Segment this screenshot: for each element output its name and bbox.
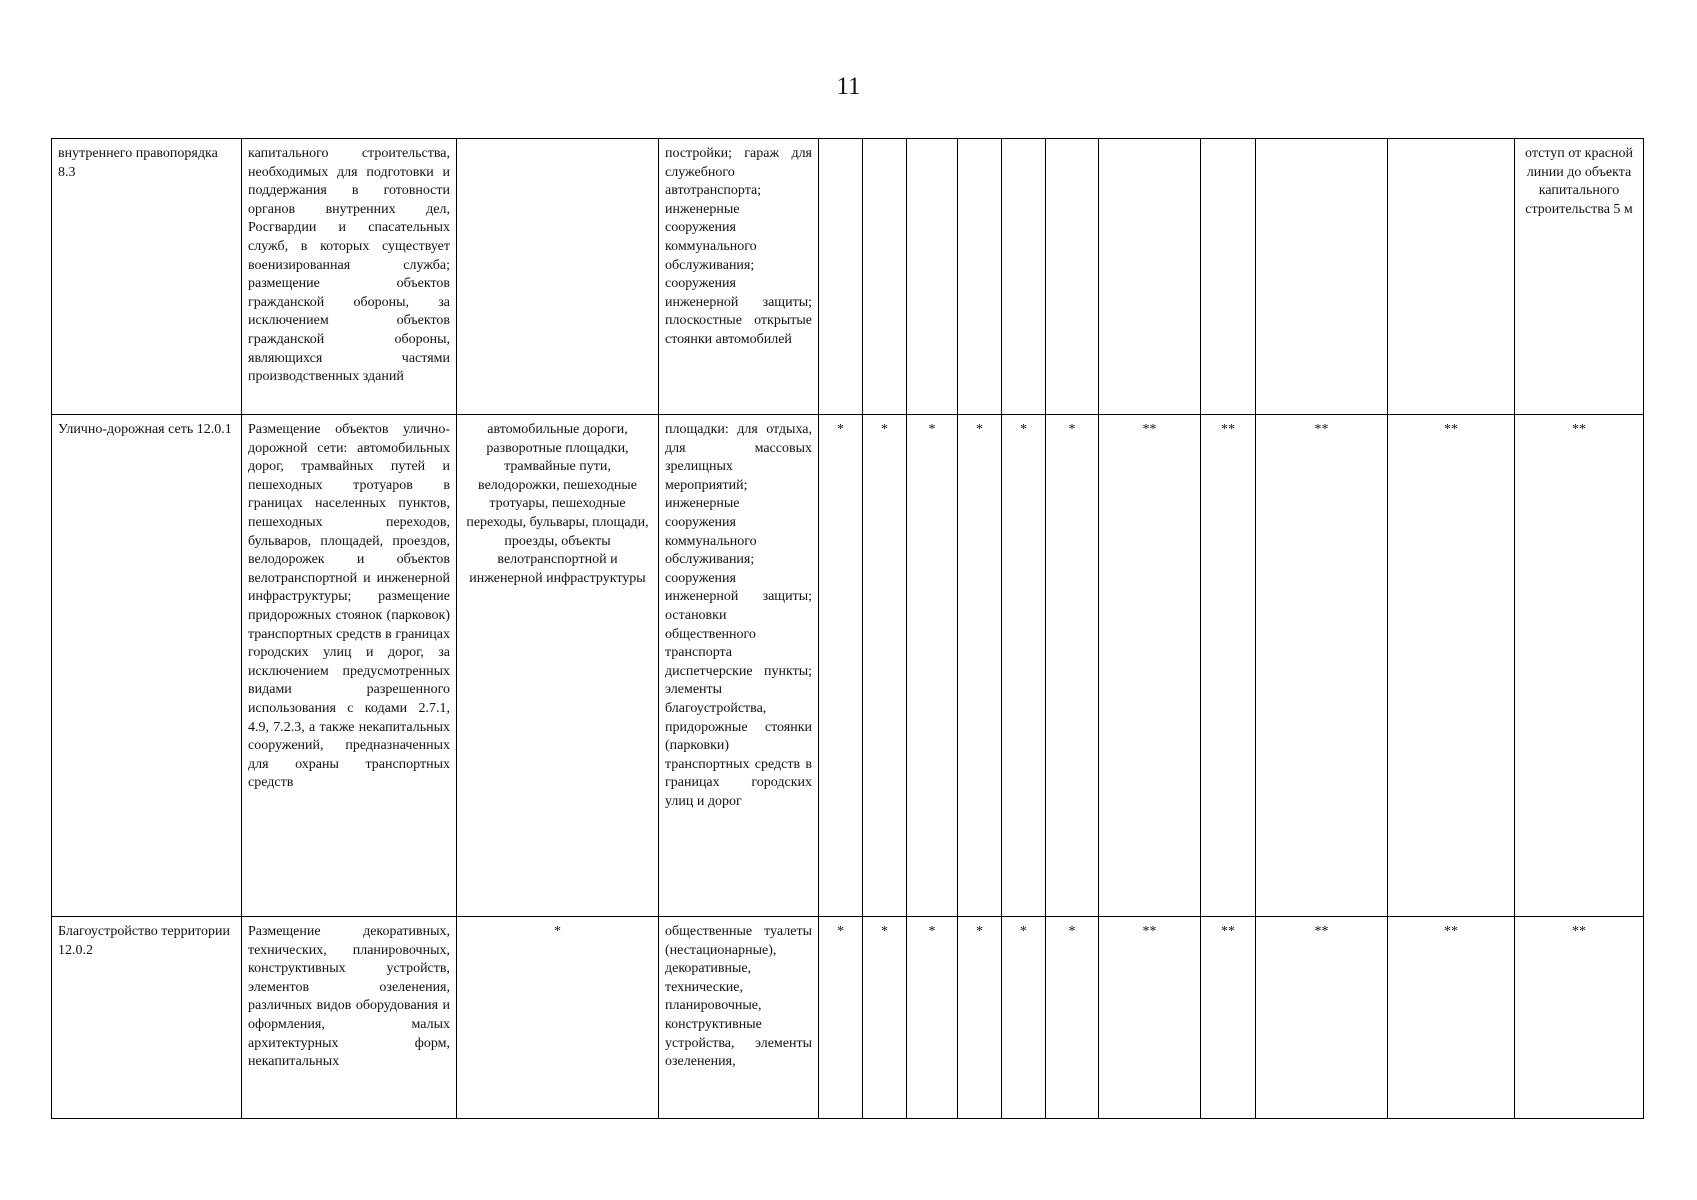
permitted-use-description: Размещение декоративных, технических, планировочных, конструктивных устройств, элементов озеленения, различных видов оборудования и оформления, малых архитектурных форм, некапитальных xyxy=(242,917,457,1119)
main-objects-cell: автомобильные дороги, разворотные площадки, трамвайные пути, велодорожки, пешеходные тротуары, пешеходные переходы, бульвары, площади, проезды, объекты велотранспортной и инженерной инфраструктуры xyxy=(457,415,659,917)
param-cell-7: ** xyxy=(1099,917,1201,1119)
land-use-table xyxy=(51,138,1644,1119)
param-cell-6 xyxy=(1046,139,1099,415)
param-cell-2: * xyxy=(863,415,907,917)
param-cell-10: ** xyxy=(1388,917,1515,1119)
param-cell-4: * xyxy=(958,415,1002,917)
main-objects-cell: * xyxy=(457,917,659,1119)
param-cell-4: * xyxy=(958,917,1002,1119)
param-cell-1: * xyxy=(819,415,863,917)
param-cell-3: * xyxy=(907,415,958,917)
param-cell-5 xyxy=(1002,139,1046,415)
permitted-use-name: Улично-дорожная сеть 12.0.1 xyxy=(52,415,242,917)
restriction-cell: отступ от красной линии до объекта капитального строительства 5 м xyxy=(1515,139,1644,415)
auxiliary-objects-cell: площадки: для отдыха, для массовых зрелищных мероприятий; инженерные сооружения коммунального обслуживания; сооружения инженерной защиты; остановки общественного транспорта диспетчерские пункты; элементы благоустройства, придорожные стоянки (парковки) транспортных средств в границах городских улиц и дорог xyxy=(659,415,819,917)
main-objects-cell xyxy=(457,139,659,415)
permitted-use-description: капитального строительства, необходимых для подготовки и поддержания в готовности органов внутренних дел, Росгвардии и спасательных служб, в которых существует военизированная служба; размещение объектов гражданской обороны, за исключением объектов гражданской обороны, являющихся частями производственных зданий xyxy=(242,139,457,415)
param-cell-7: ** xyxy=(1099,415,1201,917)
param-cell-1 xyxy=(819,139,863,415)
table-row xyxy=(52,917,1644,1119)
param-cell-4 xyxy=(958,139,1002,415)
param-cell-8 xyxy=(1201,139,1256,415)
table-row xyxy=(52,415,1644,917)
param-cell-8: ** xyxy=(1201,415,1256,917)
permitted-use-name: внутреннего правопорядка 8.3 xyxy=(52,139,242,415)
param-cell-2: * xyxy=(863,917,907,1119)
param-cell-7 xyxy=(1099,139,1201,415)
param-cell-9: ** xyxy=(1256,415,1388,917)
param-cell-9: ** xyxy=(1256,917,1388,1119)
param-cell-2 xyxy=(863,139,907,415)
param-cell-9 xyxy=(1256,139,1388,415)
auxiliary-objects-cell: общественные туалеты (нестационарные), декоративные, технические, планировочные, конструктивные устройства, элементы озеленения, xyxy=(659,917,819,1119)
permitted-use-name: Благоустройство территории 12.0.2 xyxy=(52,917,242,1119)
param-cell-10: ** xyxy=(1388,415,1515,917)
param-cell-5: * xyxy=(1002,415,1046,917)
table-row xyxy=(52,139,1644,415)
param-cell-10 xyxy=(1388,139,1515,415)
param-cell-3: * xyxy=(907,917,958,1119)
permitted-use-description: Размещение объектов улично-дорожной сети: автомобильных дорог, трамвайных путей и пешеходных тротуаров в границах населенных пунктов, пешеходных переходов, бульваров, площадей, проездов, велодорожек и объектов велотранспортной и инженерной инфраструктуры; размещение придорожных стоянок (парковок) транспортных средств в границах городских улиц и дорог, за исключением предусмотренных видами разрешенного использования с кодами 2.7.1, 4.9, 7.2.3, а также некапитальных сооружений, предназначенных для охраны транспортных средств xyxy=(242,415,457,917)
param-cell-6: * xyxy=(1046,917,1099,1119)
restriction-cell: ** xyxy=(1515,415,1644,917)
restriction-cell: ** xyxy=(1515,917,1644,1119)
auxiliary-objects-cell: постройки; гараж для служебного автотранспорта; инженерные сооружения коммунального обслуживания; сооружения инженерной защиты; плоскостные открытые стоянки автомобилей xyxy=(659,139,819,415)
param-cell-6: * xyxy=(1046,415,1099,917)
param-cell-1: * xyxy=(819,917,863,1119)
param-cell-3 xyxy=(907,139,958,415)
page-number: 11 xyxy=(836,73,861,100)
param-cell-8: ** xyxy=(1201,917,1256,1119)
param-cell-5: * xyxy=(1002,917,1046,1119)
